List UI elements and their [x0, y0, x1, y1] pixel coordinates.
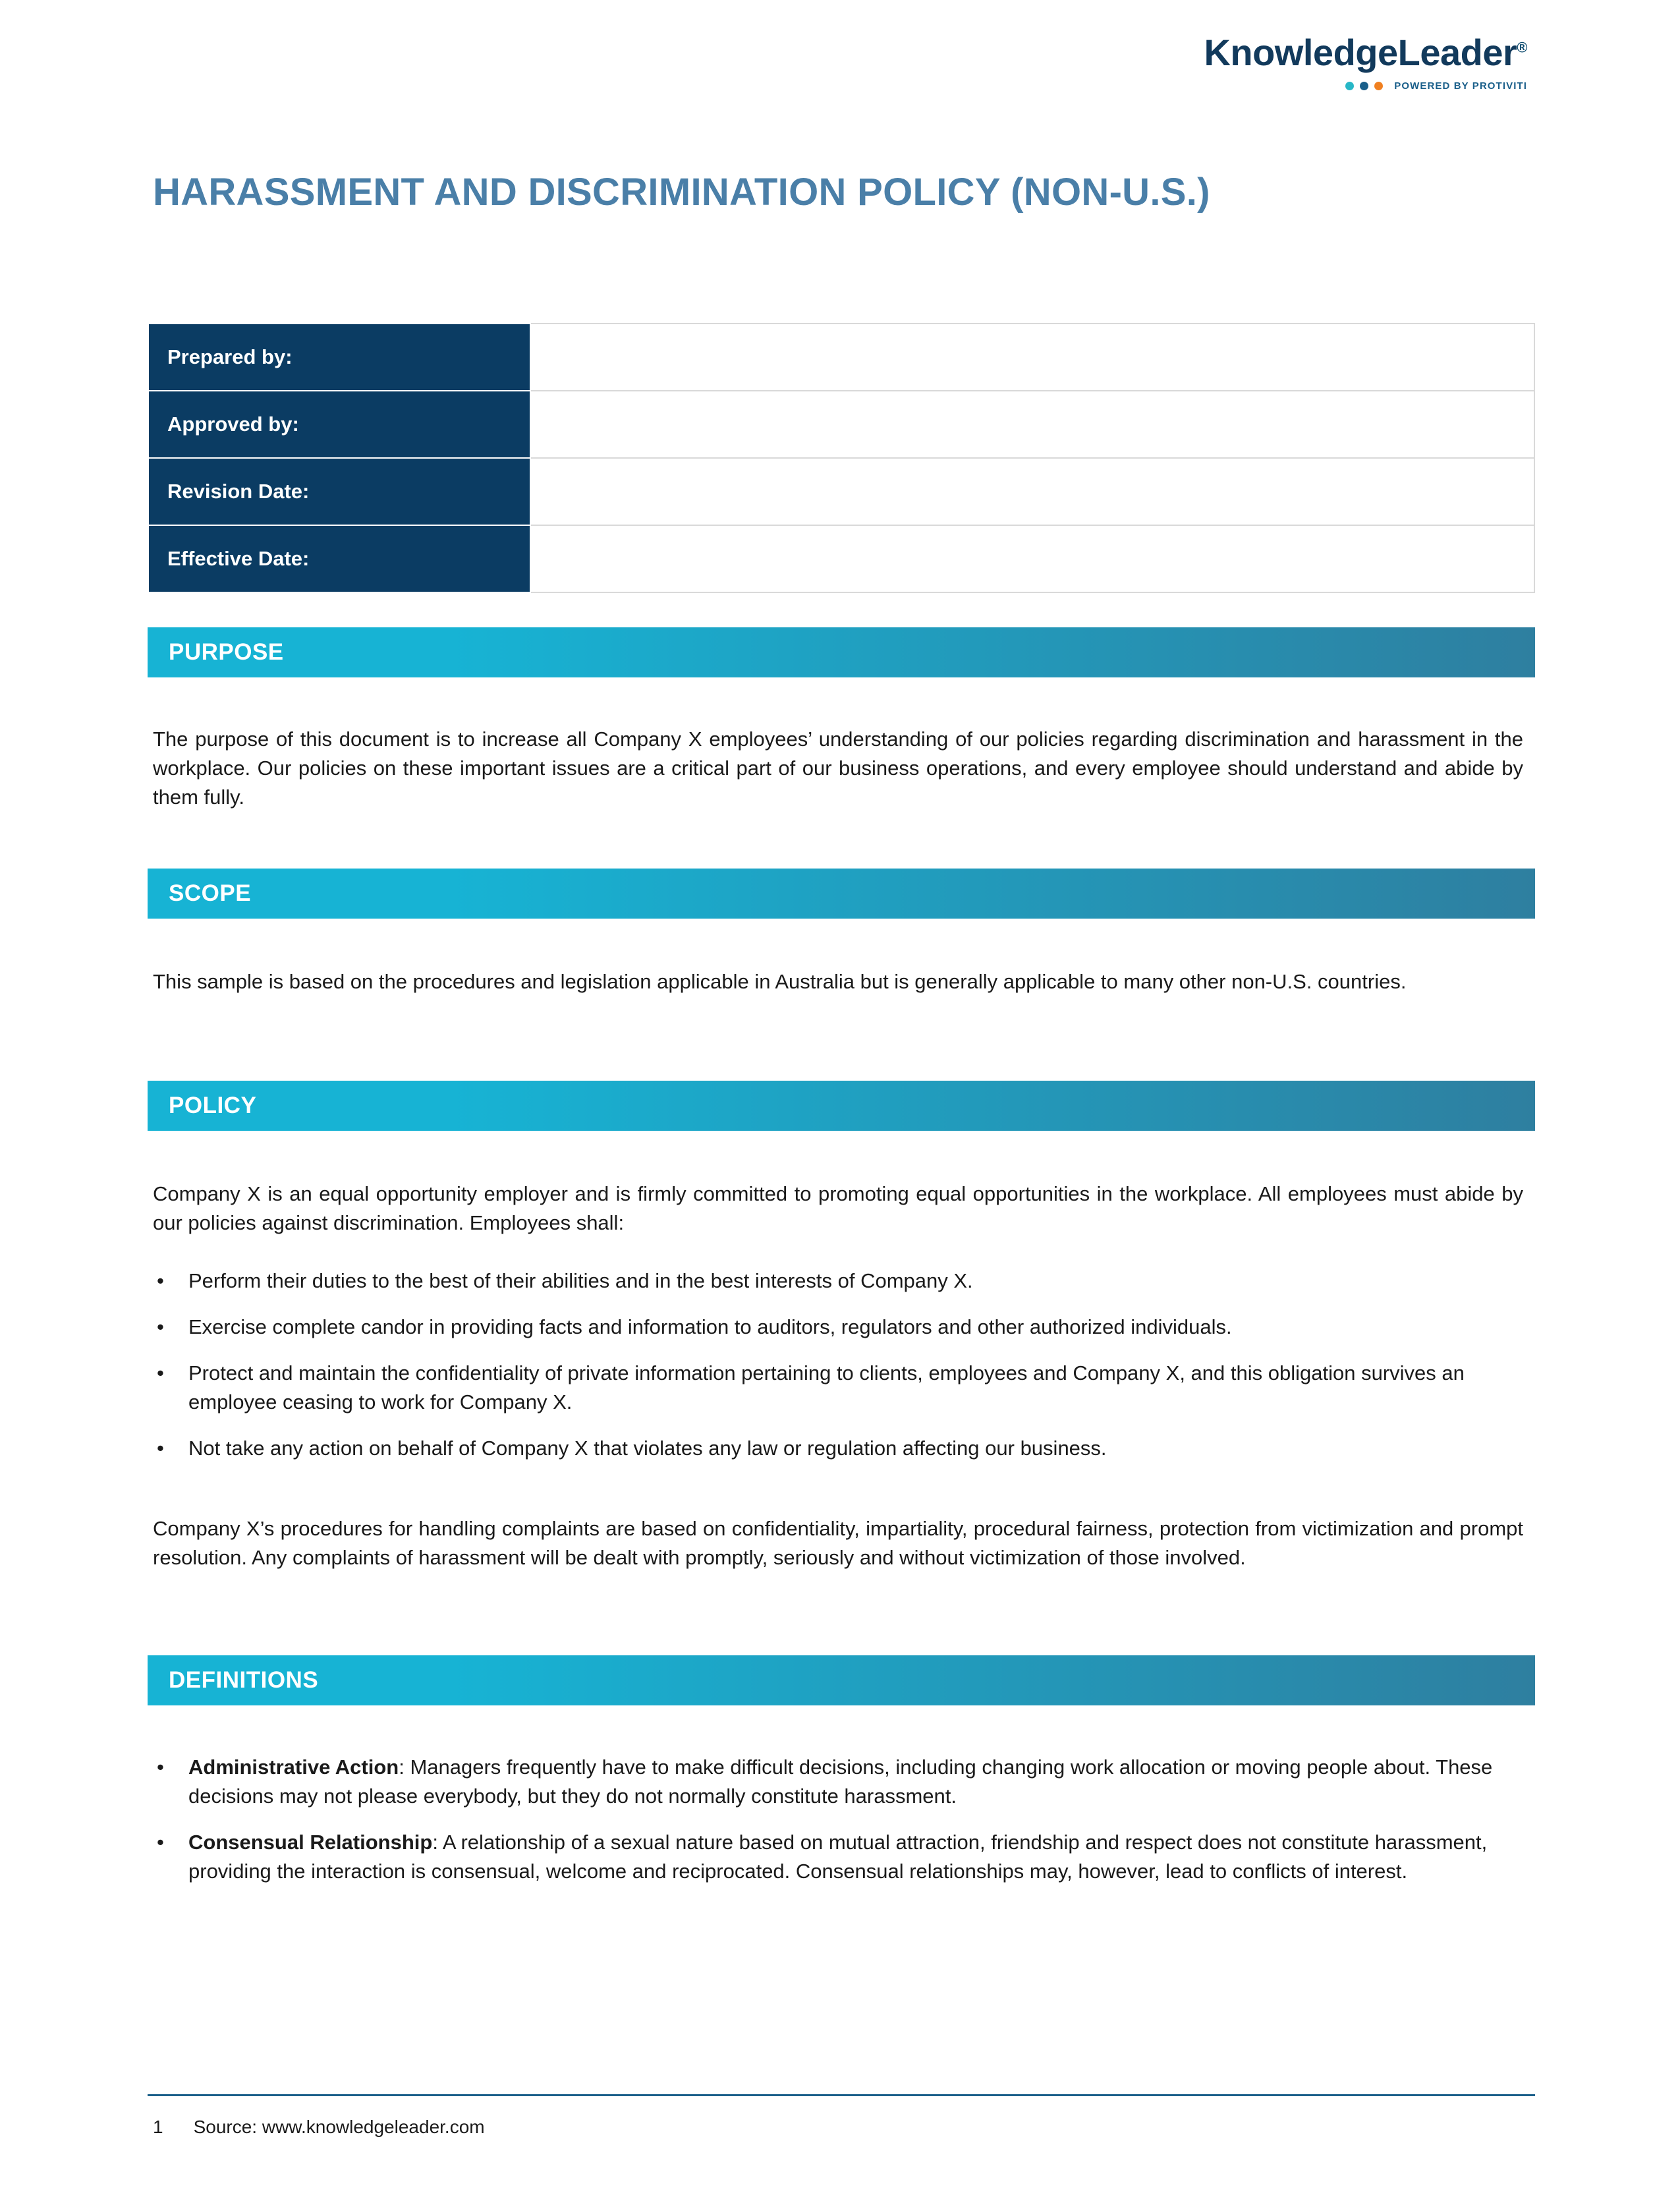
- section-heading-purpose: PURPOSE: [148, 627, 1535, 677]
- page-title: HARASSMENT AND DISCRIMINATION POLICY (NON-U.S.): [153, 171, 1210, 214]
- bullet-glyph: •: [157, 1269, 164, 1292]
- meta-value-prepared-by[interactable]: [530, 324, 1534, 391]
- definition-item-1: [188, 1753, 1523, 1811]
- knowledgeleader-logo: [1204, 34, 1527, 92]
- section-body-policy-closing: Company X’s procedures for handling complaints are based on confidentiality, impartiality, procedural fairness, protection from victimization and prompt resolution. Any complaints of harassment will be dealt with promptly, seriously and without victimization of those involved.: [153, 1517, 1523, 1570]
- list-item: [153, 1828, 1523, 1886]
- policy-bullet-list: [153, 1267, 1523, 1480]
- policy-bullet-3: Protect and maintain the confidentiality of private information pertaining to clients, employees and Company X, and this obligation survives an employee ceasing to work for Company X.: [188, 1361, 1465, 1414]
- definition-term-2: Consensual Relationship: [188, 1831, 433, 1854]
- dot-teal-icon: [1345, 82, 1354, 90]
- bullet-glyph: •: [157, 1437, 164, 1460]
- dot-blue-icon: [1360, 82, 1368, 90]
- section-heading-definitions: DEFINITIONS: [148, 1655, 1535, 1705]
- meta-label-approved-by: Approved by:: [148, 391, 530, 458]
- policy-bullet-1: Perform their duties to the best of their abilities and in the best interests of Company X.: [188, 1269, 973, 1292]
- meta-label-revision-date: Revision Date:: [148, 458, 530, 525]
- section-body-purpose: The purpose of this document is to increase all Company X employees’ understanding of our policies regarding discrimination and harassment in the workplace. Our policies on these important issues are a critical part of our business operations, and every employee should understand and abide by them fully.: [153, 728, 1523, 809]
- list-item: [153, 1753, 1523, 1811]
- bullet-glyph: •: [157, 1755, 164, 1779]
- table-row: [148, 391, 1534, 458]
- section-heading-policy: POLICY: [148, 1081, 1535, 1131]
- meta-label-effective-date: Effective Date:: [148, 525, 530, 592]
- definition-item-2: [188, 1828, 1523, 1886]
- table-row: [148, 458, 1534, 525]
- footer-divider: [148, 2094, 1535, 2096]
- definition-text-2: : A relationship of a sexual nature based on mutual attraction, friendship and respect does not constitute harassment, providing the interaction is consensual, welcome and reciprocated. Consensual relationships may, however, lead to conflicts of interest.: [188, 1831, 1488, 1883]
- bullet-glyph: •: [157, 1315, 164, 1339]
- section-heading-scope: SCOPE: [148, 869, 1535, 919]
- document-meta-table: [148, 323, 1535, 593]
- section-body-policy-intro: Company X is an equal opportunity employer and is firmly committed to promoting equal opportunities in the workplace. All employees must abide by our policies against discrimination. Employees shall:: [153, 1182, 1523, 1235]
- logo-registered-mark: ®: [1517, 39, 1527, 56]
- page-footer: [153, 2117, 485, 2138]
- logo-tagline-row: [1204, 80, 1527, 92]
- bullet-glyph: •: [157, 1361, 164, 1385]
- list-item: [153, 1359, 1523, 1417]
- list-item: [153, 1313, 1523, 1342]
- table-row: [148, 525, 1534, 592]
- policy-bullet-2: Exercise complete candor in providing facts and information to auditors, regulators and other authorized individuals.: [188, 1315, 1232, 1339]
- section-body-scope: This sample is based on the procedures and legislation applicable in Australia but is generally applicable to many other non-U.S. countries.: [153, 970, 1407, 993]
- table-row: [148, 324, 1534, 391]
- logo-name-light: Knowledge: [1204, 32, 1398, 73]
- list-item: [153, 1434, 1523, 1463]
- footer-source: Source: www.knowledgeleader.com: [193, 2117, 485, 2137]
- dot-orange-icon: [1374, 82, 1383, 90]
- meta-value-effective-date[interactable]: [530, 525, 1534, 592]
- list-item: [153, 1267, 1523, 1296]
- definitions-list: [153, 1753, 1523, 1903]
- definition-term-1: Administrative Action: [188, 1755, 399, 1779]
- meta-value-revision-date[interactable]: [530, 458, 1534, 525]
- page-number: 1: [153, 2117, 163, 2137]
- policy-bullet-4: Not take any action on behalf of Company X that violates any law or regulation affecting our business.: [188, 1437, 1107, 1460]
- meta-label-prepared-by: Prepared by:: [148, 324, 530, 391]
- meta-value-approved-by[interactable]: [530, 391, 1534, 458]
- logo-wordmark: [1204, 34, 1527, 71]
- definition-text-1: : Managers frequently have to make difficult decisions, including changing work allocation or moving people about. These decisions may not please everybody, but they do not normally constitute harassment.: [188, 1755, 1493, 1808]
- logo-name-bold: Leader: [1397, 32, 1517, 73]
- bullet-glyph: •: [157, 1831, 164, 1854]
- logo-tagline: POWERED BY PROTIVITI: [1394, 80, 1527, 92]
